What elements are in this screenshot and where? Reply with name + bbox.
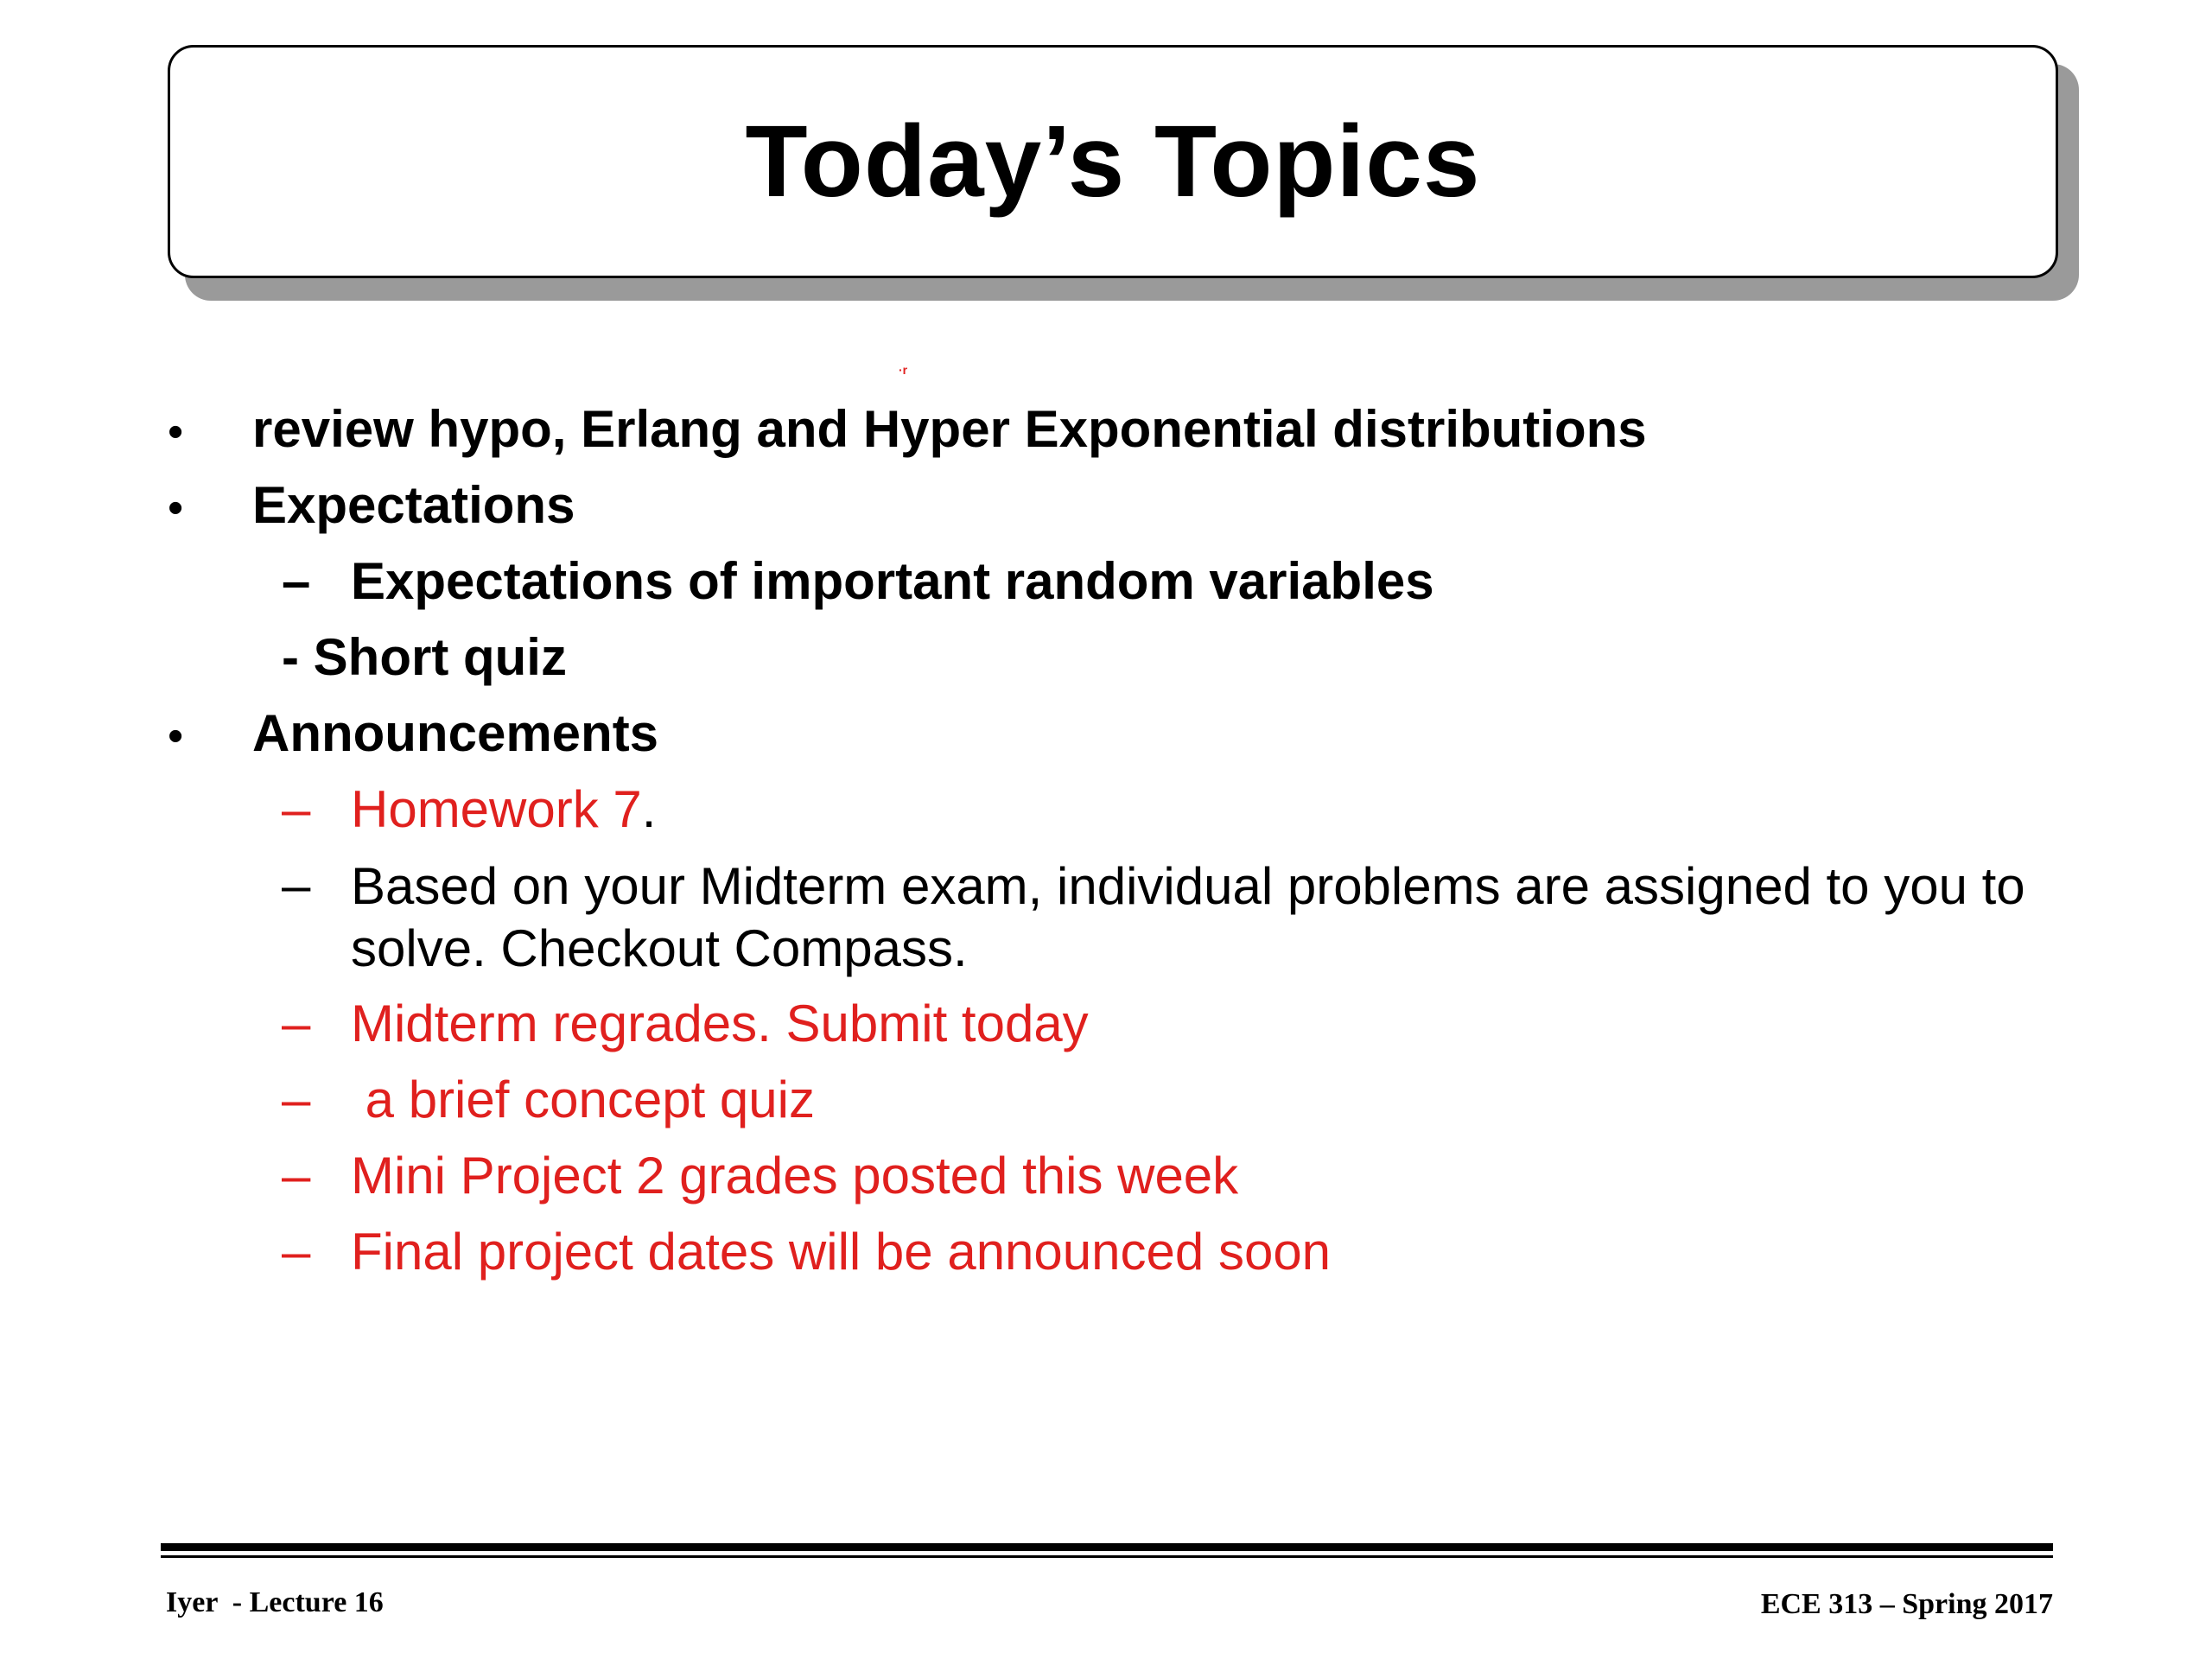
bullet-icon: •	[168, 483, 184, 533]
footer-divider-thick	[161, 1543, 2053, 1551]
subtopic-text-expectations-rv: Expectations of important random variables	[351, 552, 1434, 610]
dash-icon: –	[282, 995, 311, 1052]
announcement-text-concept-quiz: a brief concept quiz	[351, 1071, 815, 1128]
announcement-text-final-project: Final project dates will be announced soon	[351, 1223, 1332, 1281]
dash-icon: –	[282, 552, 311, 610]
footer-lecture-label: Iyer - Lecture 16	[166, 1586, 384, 1618]
dash-icon: –	[282, 856, 311, 914]
announcement-text-midterm-problems: Based on your Midterm exam, individual problems are assigned to you to solve. Checkout Compass.	[351, 857, 2025, 977]
topic-text-expectations: Expectations	[252, 476, 575, 534]
stray-mark: ·r	[899, 363, 908, 377]
footer-course-label: ECE 313 – Spring 2017	[1760, 1588, 2053, 1620]
dash-icon: –	[282, 1147, 311, 1205]
dash-icon: –	[282, 1223, 311, 1281]
announcement-homework-period: .	[641, 780, 657, 838]
announcement-text-mini-project: Mini Project 2 grades posted this week	[351, 1147, 1239, 1205]
announcement-text-homework	[351, 779, 656, 839]
subtopic-text-short-quiz: - Short quiz	[282, 628, 567, 686]
bullet-icon: •	[168, 407, 184, 457]
announcement-homework-label: Homework 7	[351, 780, 642, 838]
announcement-text-regrades: Midterm regrades. Submit today	[351, 995, 1089, 1052]
footer-divider-thin	[161, 1555, 2053, 1558]
bullet-icon: •	[168, 711, 184, 761]
title-box	[168, 45, 2058, 278]
topic-text-announcements: Announcements	[252, 704, 659, 762]
topic-text-review: review hypo, Erlang and Hyper Exponential distributions	[252, 400, 1647, 458]
dash-icon: –	[282, 1071, 311, 1128]
slide-title: Today’s Topics	[745, 105, 1481, 219]
dash-icon: –	[282, 780, 311, 838]
